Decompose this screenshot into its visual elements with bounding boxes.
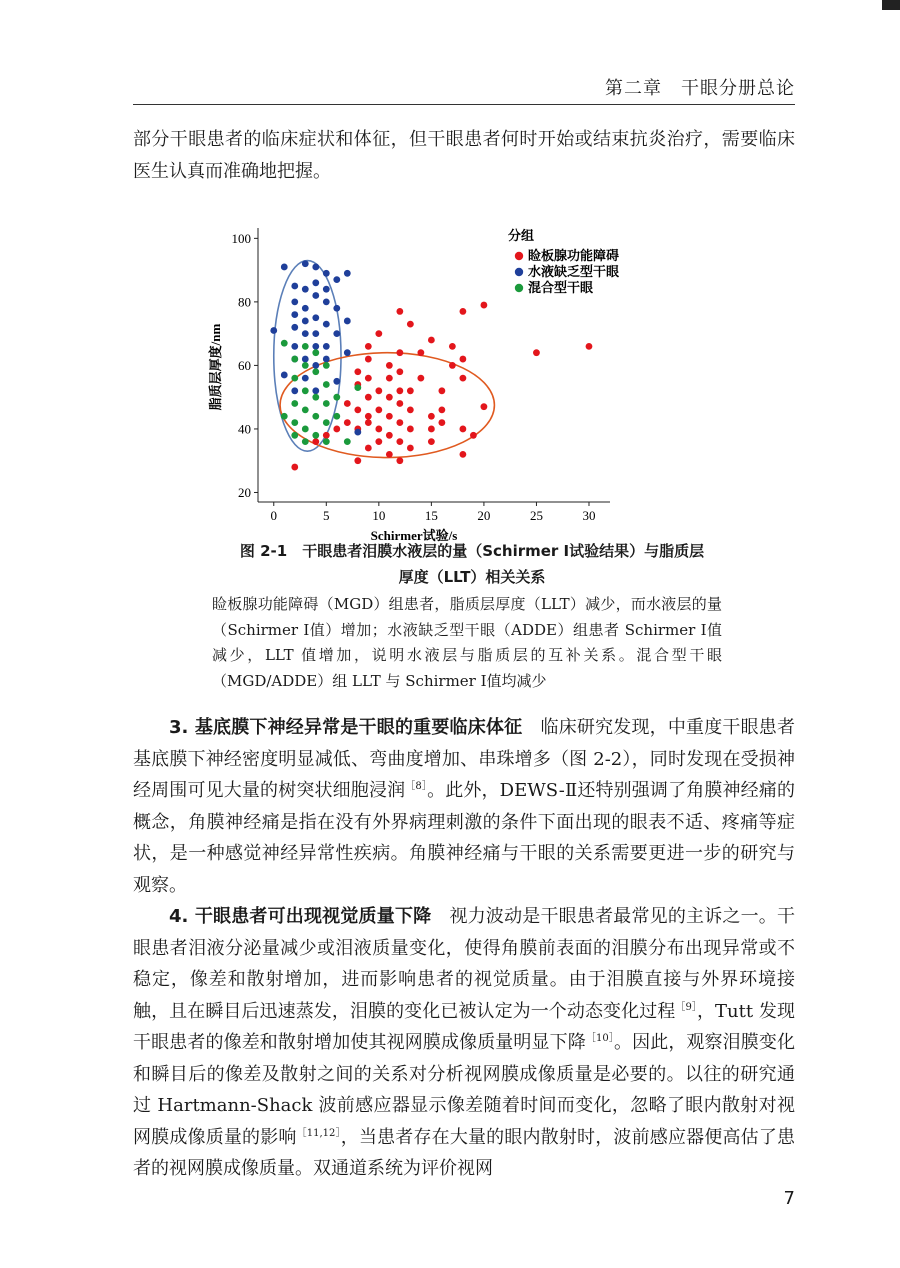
y-tick-label: 60 xyxy=(238,357,251,373)
data-point xyxy=(302,438,309,445)
data-point xyxy=(386,451,393,458)
data-point xyxy=(459,375,466,382)
data-point xyxy=(396,438,403,445)
data-point xyxy=(323,438,330,445)
running-header: 第二章 干眼分册总论 xyxy=(605,78,795,99)
data-point xyxy=(291,283,298,290)
data-point xyxy=(312,292,319,299)
data-point xyxy=(407,387,414,394)
p4-text-d: ，当患者存在大量的眼内散射时，波前感应器便高估了患者的视网膜成像质量。双通道系统为评价视网 xyxy=(133,1126,796,1179)
y-axis-label: 脂质层厚度/nm xyxy=(208,323,223,411)
data-point xyxy=(459,308,466,315)
data-point xyxy=(333,413,340,420)
data-point xyxy=(386,394,393,401)
group-ellipse xyxy=(280,353,494,458)
data-point xyxy=(375,330,382,337)
data-point xyxy=(586,343,593,350)
x-tick-label: 25 xyxy=(529,508,543,523)
citation-8: ［8］ xyxy=(405,781,428,792)
data-point xyxy=(344,270,351,277)
data-point xyxy=(375,438,382,445)
data-point xyxy=(428,413,435,420)
data-point xyxy=(438,387,445,394)
legend-swatch xyxy=(515,252,523,260)
data-point xyxy=(302,318,309,325)
x-axis-label: Schirmer试验/s xyxy=(370,528,458,542)
data-point xyxy=(312,387,319,394)
data-point xyxy=(291,343,298,350)
data-point xyxy=(291,324,298,331)
data-point xyxy=(396,349,403,356)
data-point xyxy=(323,356,330,363)
data-point xyxy=(354,406,361,413)
caption-line-2: 厚度（LLT）相关关系 xyxy=(398,568,546,586)
x-tick-label: 0 xyxy=(270,508,278,523)
data-point xyxy=(386,432,393,439)
data-point xyxy=(281,372,288,379)
data-point xyxy=(365,356,372,363)
data-point xyxy=(428,426,435,433)
data-point xyxy=(354,384,361,391)
y-tick-label: 80 xyxy=(238,294,251,310)
body-text xyxy=(133,712,795,1185)
data-point xyxy=(312,279,319,286)
data-point xyxy=(386,362,393,369)
data-point xyxy=(333,426,340,433)
data-point xyxy=(438,406,445,413)
x-tick-label: 10 xyxy=(372,508,386,523)
data-point xyxy=(407,445,414,452)
data-point xyxy=(365,394,372,401)
data-point xyxy=(354,368,361,375)
data-point xyxy=(396,400,403,407)
figure-2-1-chart xyxy=(200,212,640,542)
data-point xyxy=(386,413,393,420)
citation-10: ［10］ xyxy=(585,1033,614,1044)
scatter-plot xyxy=(200,212,640,542)
data-point xyxy=(333,394,340,401)
y-tick-label: 100 xyxy=(231,230,251,246)
corner-mark xyxy=(882,0,900,10)
y-tick-label: 40 xyxy=(238,421,251,437)
data-point xyxy=(302,426,309,433)
data-point xyxy=(312,343,319,350)
data-point xyxy=(333,330,340,337)
data-point xyxy=(302,305,309,312)
p4-text-a: 视力波动是干眼患者最常见的主诉之一。干眼患者泪液分泌量减少或泪液质量变化，使得角膜前表面的泪膜分布出现异常或不稳定，像差和散射增加，进而影响患者的视觉质量。由于泪膜直接与外界环境接触，且在瞬目后迅速蒸发，泪膜的变化已被认定为一个动态变化过程 xyxy=(133,906,795,1022)
x-tick-label: 30 xyxy=(582,508,596,523)
data-point xyxy=(481,302,488,309)
data-point xyxy=(281,413,288,420)
citation-11-12: ［11,12］ xyxy=(296,1127,341,1139)
data-point xyxy=(344,349,351,356)
data-point xyxy=(407,426,414,433)
data-point xyxy=(449,343,456,350)
data-point xyxy=(323,270,330,277)
data-point xyxy=(291,400,298,407)
data-point xyxy=(438,419,445,426)
data-point xyxy=(396,308,403,315)
data-point xyxy=(428,438,435,445)
data-point xyxy=(281,264,288,271)
paragraph-3 xyxy=(133,712,795,901)
data-point xyxy=(302,362,309,369)
data-point xyxy=(323,419,330,426)
data-point xyxy=(365,413,372,420)
data-point xyxy=(344,400,351,407)
data-point xyxy=(291,375,298,382)
data-point xyxy=(459,356,466,363)
data-point xyxy=(312,438,319,445)
data-point xyxy=(470,432,477,439)
p3-text-b: 。此外，DEWS-Ⅱ还特别强调了角膜神经痛的概念，角膜神经痛是指在没有外界病理刺激的条件下面出现的眼表不适、疼痛等症状，是一种感觉神经异常性疾病。角膜神经痛与干眼的关系需要更进一步的研究与观察。 xyxy=(133,780,795,896)
data-point xyxy=(333,378,340,385)
legend-swatch xyxy=(515,284,523,292)
data-point xyxy=(312,362,319,369)
data-point xyxy=(333,276,340,283)
data-point xyxy=(302,406,309,413)
data-point xyxy=(323,286,330,293)
data-point xyxy=(312,330,319,337)
data-point xyxy=(375,426,382,433)
data-point xyxy=(312,413,319,420)
data-point xyxy=(365,445,372,452)
data-point xyxy=(365,375,372,382)
header-rule xyxy=(133,104,795,105)
data-point xyxy=(291,311,298,318)
data-point xyxy=(354,429,361,436)
y-tick-label: 20 xyxy=(238,484,251,500)
data-point xyxy=(481,403,488,410)
data-point xyxy=(323,400,330,407)
data-point xyxy=(291,432,298,439)
figure-note: 睑板腺功能障碍（MGD）组患者，脂质层厚度（LLT）减少，而水液层的量（Schirmer Ⅰ值）增加；水液缺乏型干眼（ADDE）组患者 Schirmer Ⅰ值减少，LLT 值增加，说明水液层与脂质层的互补关系。混合型干眼（MGD/ADDE）组 LLT 与 Schirmer Ⅰ值均减少 xyxy=(212,595,722,690)
data-point xyxy=(375,387,382,394)
section-3-heading: 3. 基底膜下神经异常是干眼的重要临床体征 xyxy=(169,717,523,738)
data-point xyxy=(323,321,330,328)
data-point xyxy=(302,375,309,382)
data-point xyxy=(407,406,414,413)
paragraph-4 xyxy=(133,901,795,1185)
data-point xyxy=(323,343,330,350)
intro-paragraph: 部分干眼患者的临床症状和体征，但干眼患者何时开始或结束抗炎治疗，需要临床医生认真而准确地把握。 xyxy=(133,129,795,182)
data-point xyxy=(396,387,403,394)
data-point xyxy=(291,356,298,363)
data-point xyxy=(281,340,288,347)
data-point xyxy=(302,387,309,394)
x-tick-label: 5 xyxy=(323,508,330,523)
citation-9: ［9］ xyxy=(675,1001,697,1013)
data-point xyxy=(344,318,351,325)
data-point xyxy=(312,368,319,375)
legend-title: 分组 xyxy=(508,229,535,244)
data-point xyxy=(417,375,424,382)
data-point xyxy=(417,349,424,356)
legend-label: 水液缺乏型干眼 xyxy=(528,265,620,280)
data-point xyxy=(459,426,466,433)
data-point xyxy=(302,330,309,337)
data-point xyxy=(407,321,414,328)
data-point xyxy=(323,381,330,388)
data-point xyxy=(344,438,351,445)
page-number: 7 xyxy=(783,1188,795,1209)
p3-text-a: 临床研究发现，中重度干眼患者基底膜下神经密度明显减低、弯曲度增加、串珠增多（图 2-2），同时发现在受损神经周围可见大量的树突状细胞浸润 xyxy=(133,717,796,801)
section-4-heading: 4. 干眼患者可出现视觉质量下降 xyxy=(169,906,432,927)
data-point xyxy=(312,432,319,439)
x-tick-label: 15 xyxy=(424,508,438,523)
data-point xyxy=(365,419,372,426)
data-point xyxy=(312,394,319,401)
p4-text-c: 。因此，观察泪膜变化和瞬目后的像差及散射之间的关系对分析视网膜成像质量是必要的。以往的研究通过 Hartmann-Shack 波前感应器显示像差随着时间而变化，忽略了眼内散射对视网膜成像质量的影响 xyxy=(133,1032,796,1148)
legend-label: 睑板腺功能障碍 xyxy=(528,249,620,264)
figure-caption xyxy=(232,538,712,590)
data-point xyxy=(323,432,330,439)
data-point xyxy=(333,305,340,312)
data-point xyxy=(344,419,351,426)
legend-swatch xyxy=(515,268,523,276)
data-point xyxy=(354,457,361,464)
caption-line-1: 图 2-1 干眼患者泪膜水液层的量（Schirmer Ⅰ试验结果）与脂质层 xyxy=(239,542,705,560)
data-point xyxy=(375,406,382,413)
data-point xyxy=(302,356,309,363)
data-point xyxy=(302,343,309,350)
data-point xyxy=(396,419,403,426)
data-point xyxy=(386,375,393,382)
data-point xyxy=(291,387,298,394)
data-point xyxy=(323,298,330,305)
data-point xyxy=(291,419,298,426)
data-point xyxy=(291,464,298,471)
p4-text-b: ，Tutt 发现干眼患者的像差和散射增加使其视网膜成像质量明显下降 xyxy=(133,1000,795,1053)
data-point xyxy=(396,457,403,464)
data-point xyxy=(365,343,372,350)
data-point xyxy=(396,368,403,375)
data-point xyxy=(459,451,466,458)
legend-label: 混合型干眼 xyxy=(528,281,594,296)
data-point xyxy=(323,362,330,369)
data-point xyxy=(312,349,319,356)
data-point xyxy=(428,337,435,344)
data-point xyxy=(270,327,277,334)
x-tick-label: 20 xyxy=(477,508,491,523)
data-point xyxy=(533,349,540,356)
data-point xyxy=(302,260,309,267)
data-point xyxy=(449,362,456,369)
data-point xyxy=(312,314,319,321)
data-point xyxy=(291,298,298,305)
data-point xyxy=(312,264,319,271)
data-point xyxy=(302,286,309,293)
